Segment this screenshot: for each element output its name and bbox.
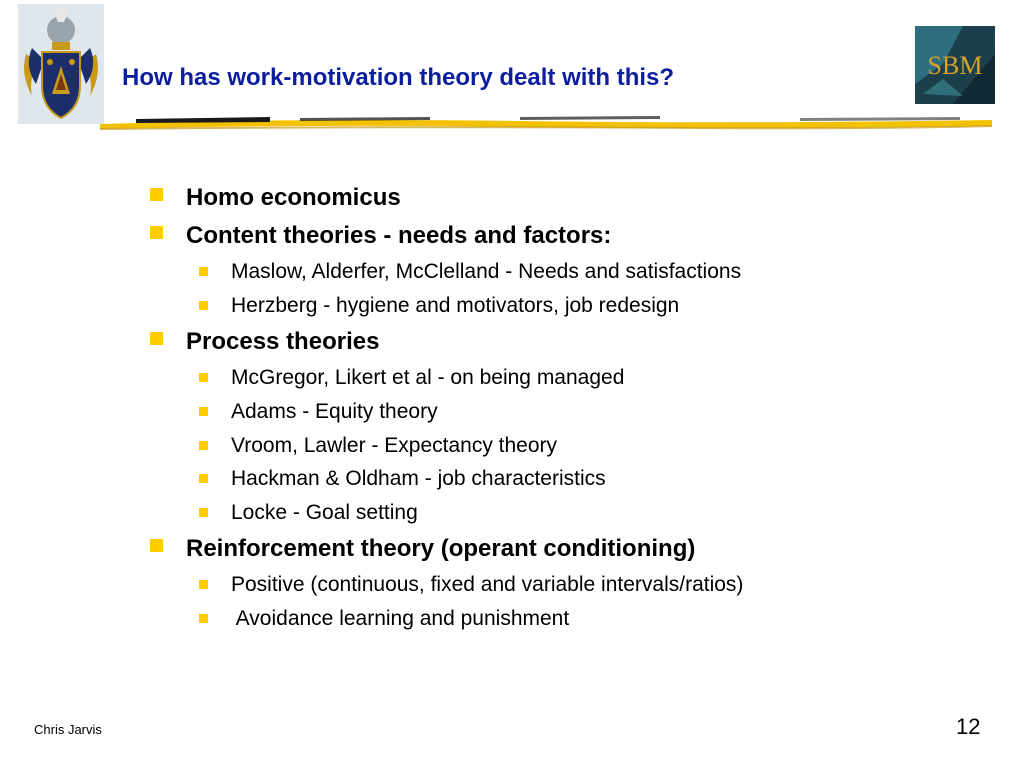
sub-bullet-marker <box>199 580 208 589</box>
bullet-item: Content theories - needs and factors: <box>186 222 612 249</box>
sub-bullet-marker <box>199 508 208 517</box>
sub-bullet-item: Locke - Goal setting <box>231 501 418 524</box>
sub-bullet-item: Herzberg - hygiene and motivators, job redesign <box>231 294 680 317</box>
bullet-marker <box>150 539 163 552</box>
bullet-item: Reinforcement theory (operant conditioning) <box>186 535 696 562</box>
sub-bullet-item: Hackman & Oldham - job characteristics <box>231 467 606 490</box>
bullet-item: Process theories <box>186 328 380 355</box>
sub-bullet-item: McGregor, Likert et al - on being managed <box>231 366 625 389</box>
title-divider <box>100 110 992 134</box>
sub-bullet-item: Vroom, Lawler - Expectancy theory <box>231 434 558 457</box>
sub-bullet-marker <box>199 614 208 623</box>
sub-bullet-item: Maslow, Alderfer, McClelland - Needs and satisfactions <box>231 260 742 283</box>
slide-title: How has work-motivation theory dealt with this? <box>122 64 675 91</box>
bullet-marker <box>150 188 163 201</box>
sub-bullet-marker <box>199 407 208 416</box>
sub-bullet-marker <box>199 474 208 483</box>
sbm-logo-text: SBM <box>927 51 983 80</box>
sub-bullet-item: Avoidance learning and punishment <box>231 607 570 630</box>
sub-bullet-marker <box>199 301 208 310</box>
sub-bullet-marker <box>199 373 208 382</box>
sub-bullet-marker <box>199 441 208 450</box>
sub-bullet-marker <box>199 267 208 276</box>
slide-number: 12 <box>956 714 981 739</box>
bullet-item: Homo economicus <box>186 184 401 211</box>
sub-bullet-item: Positive (continuous, fixed and variable intervals/ratios) <box>231 573 744 596</box>
bullet-marker <box>150 226 163 239</box>
footer-author: Chris Jarvis <box>34 722 102 737</box>
university-crest-logo <box>18 4 104 124</box>
sub-bullet-item: Adams - Equity theory <box>231 400 438 423</box>
sbm-logo <box>913 24 997 106</box>
bullet-marker <box>150 332 163 345</box>
